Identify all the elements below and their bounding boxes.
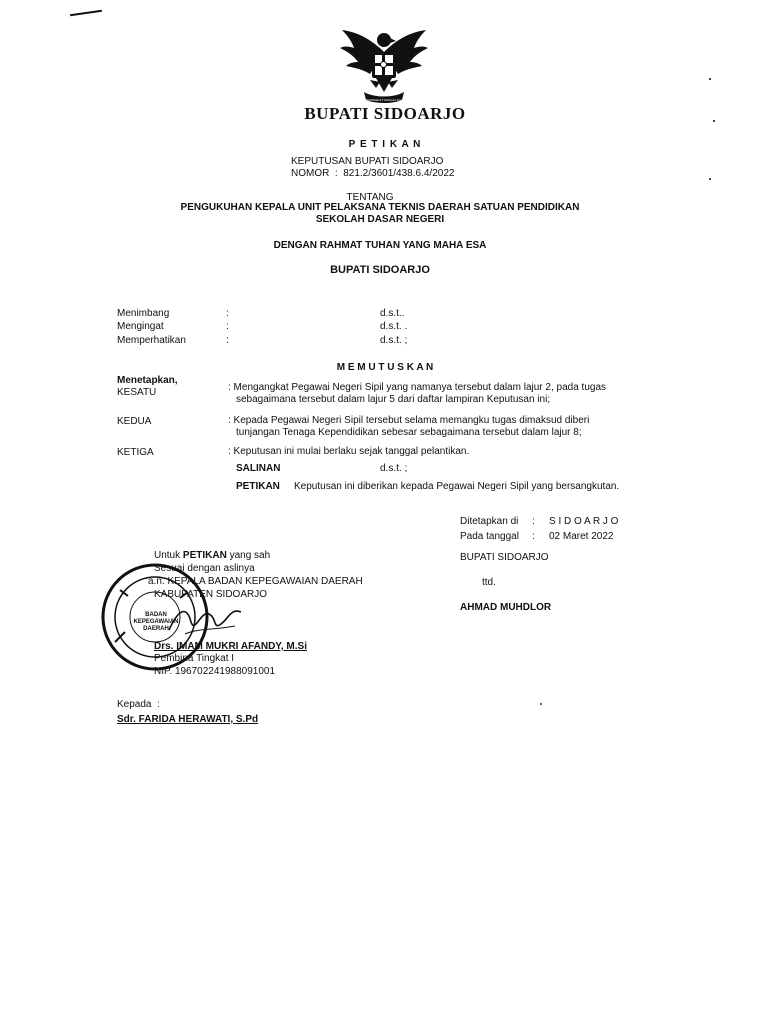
cert-signer-nip: NIP. 196702241988091001	[154, 666, 276, 677]
consideration-value: d.s.t. ;	[380, 335, 408, 346]
cert-line2: Sesuai dengan aslinya	[154, 563, 255, 574]
cert-signer-rank: Pembina Tingkat I	[154, 653, 235, 664]
page-title: BUPATI SIDOARJO	[304, 104, 466, 123]
salinan-value: d.s.t. ;	[380, 463, 408, 474]
bupati-heading: BUPATI SIDOARJO	[330, 264, 430, 276]
consideration-value: d.s.t..	[380, 308, 405, 319]
menetapkan-label: Menetapkan,	[117, 375, 178, 386]
petikan-value: Keputusan ini diberikan kepada Pegawai Negeri Sipil yang bersangkutan.	[294, 481, 620, 492]
petikan-heading: P E T I K A N	[348, 139, 422, 150]
garuda-emblem-icon	[336, 22, 432, 106]
rahmat-line: DENGAN RAHMAT TUHAN YANG MAHA ESA	[273, 240, 487, 251]
scan-speck	[713, 120, 715, 122]
nomor-line: NOMOR : 821.2/3601/438.6.4/2022	[291, 168, 455, 179]
cert-line1-prefix: Untuk	[154, 550, 181, 561]
consideration-colon: :	[226, 321, 229, 332]
petikan-label: PETIKAN	[236, 481, 280, 492]
consideration-label: Mengingat	[117, 321, 164, 332]
salinan-label: SALINAN	[236, 463, 281, 474]
consideration-colon: :	[226, 335, 229, 346]
scan-speck	[540, 703, 542, 705]
ditetapkan-colon: :	[532, 516, 535, 527]
kedua-label: KEDUA	[117, 416, 152, 427]
recipient-label: Kepada :	[117, 699, 160, 710]
tanggal-colon: :	[532, 531, 535, 542]
tentang-label: TENTANG	[346, 192, 394, 203]
ttd-mark: ttd.	[482, 577, 496, 588]
tanggal-value: 02 Maret 2022	[549, 531, 614, 542]
signer-name: AHMAD MUHDLOR	[460, 602, 552, 613]
ketiga-label: KETIGA	[117, 447, 154, 458]
consideration-colon: :	[226, 308, 229, 319]
kedua-text: tunjangan Tenaga Kependidikan sebesar sebagaimana tersebut dalam lajur 8;	[236, 427, 582, 438]
cert-line1-suffix: yang sah	[229, 550, 271, 561]
kedua-text: : Kepada Pegawai Negeri Sipil tersebut selama memangku tugas dimaksud diberi	[228, 415, 590, 426]
consideration-label: Memperhatikan	[117, 335, 186, 346]
kesatu-text: sebagaimana tersebut dalam lajur 5 dari daftar lampiran Keputusan ini;	[236, 394, 551, 405]
cert-line1-bold: PETIKAN	[182, 550, 227, 561]
cert-line3: a.n. KEPALA BADAN KEPEGAWAIAN DAERAH	[148, 576, 363, 587]
consideration-value: d.s.t. .	[380, 321, 408, 332]
scan-mark	[70, 10, 102, 16]
cert-line4: KABUPATEN SIDOARJO	[154, 589, 267, 600]
ditetapkan-label: Ditetapkan di	[460, 516, 519, 527]
stamp-label: BADAN KEPEGAWAIAN DAERAH	[133, 612, 179, 632]
keputusan-title: KEPUTUSAN BUPATI SIDOARJO	[291, 156, 444, 167]
cert-signer-name: Drs. IMAM MUKRI AFANDY, M.Si	[154, 641, 307, 652]
subject-line2: SEKOLAH DASAR NEGERI	[315, 214, 445, 225]
recipient-name: Sdr. FARIDA HERAWATI, S.Pd	[117, 714, 259, 725]
signer-role: BUPATI SIDOARJO	[460, 552, 549, 563]
emblem-motto: BHINNEKA TUNGGAL IKA	[365, 98, 402, 102]
consideration-label: Menimbang	[117, 308, 170, 319]
scan-speck	[709, 78, 711, 80]
kesatu-text: : Mengangkat Pegawai Negeri Sipil yang namanya tersebut dalam lajur 2, pada tugas	[228, 382, 607, 393]
subject-line1: PENGUKUHAN KEPALA UNIT PELAKSANA TEKNIS DAERAH SATUAN PENDIDIKAN	[180, 202, 580, 213]
handwritten-signature-icon	[165, 600, 245, 640]
cert-line1	[154, 550, 270, 561]
ketiga-text: : Keputusan ini mulai berlaku sejak tanggal pelantikan.	[228, 446, 470, 457]
ditetapkan-value: S I D O A R J O	[549, 516, 619, 527]
tanggal-label: Pada tanggal	[460, 531, 519, 542]
kesatu-label: KESATU	[117, 387, 157, 398]
memutuskan-heading: M E M U T U S K A N	[336, 362, 434, 373]
scan-speck	[709, 178, 711, 180]
